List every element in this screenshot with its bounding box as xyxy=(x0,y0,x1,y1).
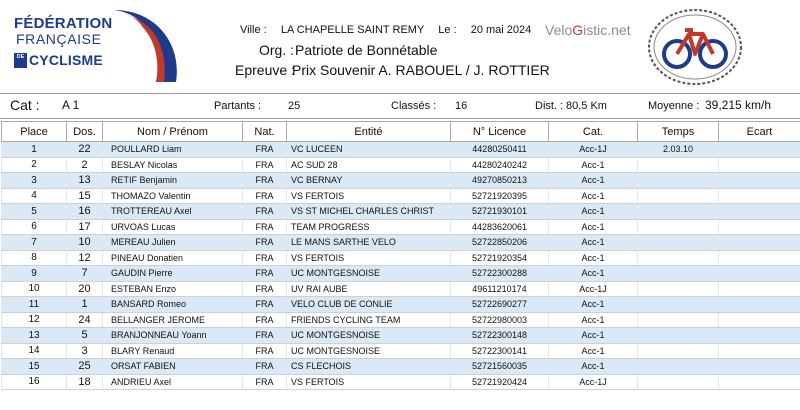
venue-line xyxy=(240,24,531,36)
table-row xyxy=(2,173,800,189)
table-row xyxy=(2,235,800,251)
cell-temps xyxy=(638,374,719,390)
cell-temps xyxy=(638,281,719,297)
classes-value: 16 xyxy=(455,100,468,112)
cell-ecart xyxy=(719,250,800,266)
cell-cat: Acc-1J xyxy=(549,374,638,390)
cell-temps: 2.03.10 xyxy=(638,142,719,158)
org-label: Org. : xyxy=(259,42,295,58)
cell-ecart xyxy=(719,374,800,390)
cell-place: 2 xyxy=(2,157,67,173)
cell-cat: Acc-1 xyxy=(549,250,638,266)
cell-cat: Acc-1 xyxy=(549,219,638,235)
table-row xyxy=(2,312,800,328)
cell-nat: FRA xyxy=(243,173,287,189)
epreuve-label: Epreuve : xyxy=(235,62,295,78)
cell-dossard: 16 xyxy=(67,204,103,220)
cell-dossard: 7 xyxy=(67,266,103,282)
table-row xyxy=(2,281,800,297)
cell-ecart xyxy=(719,188,800,204)
cell-place: 5 xyxy=(2,204,67,220)
cell-entite: UC MONTGESNOISE xyxy=(287,266,451,282)
dist-value: 80,5 Km xyxy=(566,100,607,112)
cell-nat: FRA xyxy=(243,281,287,297)
cell-entite: UC MONTGESNOISE xyxy=(287,328,451,344)
cell-dossard: 18 xyxy=(67,374,103,390)
cell-cat: Acc-1 xyxy=(549,235,638,251)
cell-ecart xyxy=(719,328,800,344)
cell-place: 13 xyxy=(2,328,67,344)
cell-cat: Acc-1 xyxy=(549,204,638,220)
cell-entite: TEAM PROGRESS xyxy=(287,219,451,235)
cell-entite: VC LUCEEN xyxy=(287,142,451,158)
ville-value: LA CHAPELLE SAINT REMY xyxy=(280,24,425,36)
date-label: Le : xyxy=(438,24,457,36)
cell-dossard: 20 xyxy=(67,281,103,297)
cell-entite: UV RAI AUBE xyxy=(287,281,451,297)
cell-dossard: 12 xyxy=(67,250,103,266)
cell-ecart xyxy=(719,343,800,359)
cell-nat: FRA xyxy=(243,142,287,158)
cell-nat: FRA xyxy=(243,343,287,359)
cell-place: 3 xyxy=(2,173,67,189)
cat-label: Cat : xyxy=(10,97,40,113)
cell-cat: Acc-1 xyxy=(549,266,638,282)
cell-dossard: 25 xyxy=(67,359,103,375)
cell-place: 6 xyxy=(2,219,67,235)
cell-entite: CS FLECHOIS xyxy=(287,359,451,375)
cell-ecart xyxy=(719,281,800,297)
classes-label: Classés : xyxy=(391,100,437,112)
cell-place: 8 xyxy=(2,250,67,266)
cell-ecart xyxy=(719,266,800,282)
cell-temps xyxy=(638,188,719,204)
cell-ecart xyxy=(719,173,800,189)
col-temps: Temps xyxy=(638,122,719,142)
cell-temps xyxy=(638,173,719,189)
cell-licence: 52721920424 xyxy=(451,374,549,390)
cell-nat: FRA xyxy=(243,266,287,282)
col-entite: Entité xyxy=(287,122,451,142)
cell-entite: AC SUD 28 xyxy=(287,157,451,173)
cell-dossard: 24 xyxy=(67,312,103,328)
date-value: 20 mai 2024 xyxy=(470,24,532,36)
cell-name: TROTTEREAU Axel xyxy=(103,204,243,220)
cell-licence: 52721920354 xyxy=(451,250,549,266)
cell-temps xyxy=(638,328,719,344)
cell-cat: Acc-1 xyxy=(549,328,638,344)
cell-entite: VS FERTOIS xyxy=(287,374,451,390)
cell-name: BANSARD Romeo xyxy=(103,297,243,313)
cell-dossard: 17 xyxy=(67,219,103,235)
cell-nat: FRA xyxy=(243,359,287,375)
cell-nat: FRA xyxy=(243,235,287,251)
cell-dossard: 5 xyxy=(67,328,103,344)
table-row xyxy=(2,359,800,375)
cell-cat: Acc-1J xyxy=(549,142,638,158)
cell-temps xyxy=(638,250,719,266)
category-summary xyxy=(0,93,800,119)
cell-name: ANDRIEU Axel xyxy=(103,374,243,390)
cell-place: 14 xyxy=(2,343,67,359)
cell-dossard: 10 xyxy=(67,235,103,251)
table-row xyxy=(2,219,800,235)
cell-entite: FRIENDS CYCLING TEAM xyxy=(287,312,451,328)
col-licence: N° Licence xyxy=(451,122,549,142)
table-row xyxy=(2,374,800,390)
cell-entite: VC BERNAY xyxy=(287,173,451,189)
site-mid: G xyxy=(572,22,584,38)
cell-licence: 52721920395 xyxy=(451,188,549,204)
cell-place: 15 xyxy=(2,359,67,375)
cell-ecart xyxy=(719,204,800,220)
cell-entite: VS ST MICHEL CHARLES CHRIST xyxy=(287,204,451,220)
cell-licence: 52722980003 xyxy=(451,312,549,328)
cell-licence: 52721560035 xyxy=(451,359,549,375)
col-name: Nom / Prénom xyxy=(103,122,243,142)
cell-dossard: 1 xyxy=(67,297,103,313)
results-table xyxy=(1,121,800,390)
col-place: Place xyxy=(2,122,67,142)
cell-licence: 52722300141 xyxy=(451,343,549,359)
cell-cat: Acc-1 xyxy=(549,359,638,375)
logo-line1: FÉDÉRATION xyxy=(14,15,113,32)
cell-temps xyxy=(638,235,719,251)
cell-ecart xyxy=(719,157,800,173)
cell-temps xyxy=(638,359,719,375)
cell-name: BLARY Renaud xyxy=(103,343,243,359)
cell-nat: FRA xyxy=(243,157,287,173)
cell-nat: FRA xyxy=(243,312,287,328)
cell-name: BRANJONNEAU Yoann xyxy=(103,328,243,344)
cell-place: 16 xyxy=(2,374,67,390)
org-value: Patriote de Bonnétable xyxy=(295,42,438,58)
cell-temps xyxy=(638,343,719,359)
cell-place: 10 xyxy=(2,281,67,297)
dist-label: Dist. : xyxy=(535,100,564,112)
cell-ecart xyxy=(719,142,800,158)
cell-entite: LE MANS SARTHE VELO xyxy=(287,235,451,251)
cell-licence: 49611210174 xyxy=(451,281,549,297)
cell-ecart xyxy=(719,219,800,235)
table-row xyxy=(2,266,800,282)
cell-temps xyxy=(638,297,719,313)
cell-temps xyxy=(638,204,719,220)
cell-cat: Acc-1J xyxy=(549,281,638,297)
site-suffix: istic.net xyxy=(583,22,631,38)
moyenne-value: 39,215 km/h xyxy=(705,98,772,112)
cell-dossard: 3 xyxy=(67,343,103,359)
cell-dossard: 2 xyxy=(67,157,103,173)
table-row xyxy=(2,297,800,313)
cell-temps xyxy=(638,266,719,282)
cell-nat: FRA xyxy=(243,204,287,220)
cell-licence: 52721930101 xyxy=(451,204,549,220)
table-row xyxy=(2,142,800,158)
table-row xyxy=(2,250,800,266)
moyenne-label: Moyenne : xyxy=(648,100,700,112)
cell-ecart xyxy=(719,235,800,251)
cell-licence: 52722300288 xyxy=(451,266,549,282)
cell-nat: FRA xyxy=(243,297,287,313)
cell-entite: UC MONTGESNOISE xyxy=(287,343,451,359)
cat-value: A 1 xyxy=(62,98,80,112)
cell-entite: VS FERTOIS xyxy=(287,250,451,266)
cell-place: 11 xyxy=(2,297,67,313)
cell-licence: 44283620061 xyxy=(451,219,549,235)
partants-value: 25 xyxy=(288,100,301,112)
col-dossard: Dos. xyxy=(67,122,103,142)
cell-cat: Acc-1 xyxy=(549,343,638,359)
table-header-row xyxy=(2,122,800,142)
table-row xyxy=(2,157,800,173)
ville-label: Ville : xyxy=(240,24,267,36)
cell-place: 9 xyxy=(2,266,67,282)
cell-licence: 52722850206 xyxy=(451,235,549,251)
cell-nat: FRA xyxy=(243,374,287,390)
col-cat: Cat. xyxy=(549,122,638,142)
cell-name: PINEAU Donatien xyxy=(103,250,243,266)
cell-name: THOMAZO Valentin xyxy=(103,188,243,204)
cell-nat: FRA xyxy=(243,219,287,235)
cell-dossard: 15 xyxy=(67,188,103,204)
epreuve-value: Prix Souvenir A. RABOUEL / J. ROTTIER xyxy=(292,62,550,78)
table-row xyxy=(2,204,800,220)
cell-name: POULLARD Liam xyxy=(103,142,243,158)
cell-ecart xyxy=(719,297,800,313)
logo-de: DE xyxy=(14,53,27,68)
table-row xyxy=(2,328,800,344)
cell-ecart xyxy=(719,312,800,328)
cell-nat: FRA xyxy=(243,328,287,344)
cell-name: GAUDIN Pierre xyxy=(103,266,243,282)
col-ecart: Ecart xyxy=(719,122,800,142)
cell-temps xyxy=(638,219,719,235)
cell-place: 1 xyxy=(2,142,67,158)
cell-dossard: 13 xyxy=(67,173,103,189)
velogistic-link[interactable] xyxy=(545,22,631,38)
cell-place: 7 xyxy=(2,235,67,251)
club-badge-icon xyxy=(647,8,743,86)
cell-name: BESLAY Nicolas xyxy=(103,157,243,173)
site-prefix: Velo xyxy=(545,22,573,38)
cell-ecart xyxy=(719,359,800,375)
cell-temps xyxy=(638,157,719,173)
cell-licence: 52722300148 xyxy=(451,328,549,344)
cell-name: URVOAS Lucas xyxy=(103,219,243,235)
cell-nat: FRA xyxy=(243,188,287,204)
cell-entite: VELO CLUB DE CONLIE xyxy=(287,297,451,313)
cell-licence: 44280240242 xyxy=(451,157,549,173)
logo-line2: FRANÇAISE xyxy=(16,31,102,47)
cell-name: ORSAT FABIEN xyxy=(103,359,243,375)
cell-licence: 49270850213 xyxy=(451,173,549,189)
table-row xyxy=(2,188,800,204)
partants-label: Partants : xyxy=(214,100,262,112)
cell-place: 4 xyxy=(2,188,67,204)
cell-name: BELLANGER JEROME xyxy=(103,312,243,328)
cell-licence: 44280250411 xyxy=(451,142,549,158)
cell-cat: Acc-1 xyxy=(549,312,638,328)
cell-cat: Acc-1 xyxy=(549,157,638,173)
logo-line3: CYCLISME xyxy=(29,52,103,68)
cell-name: RETIF Benjamin xyxy=(103,173,243,189)
col-nat: Nat. xyxy=(243,122,287,142)
cell-dossard: 22 xyxy=(67,142,103,158)
cell-licence: 52722690277 xyxy=(451,297,549,313)
cell-cat: Acc-1 xyxy=(549,173,638,189)
cell-name: ESTEBAN Enzo xyxy=(103,281,243,297)
table-row xyxy=(2,343,800,359)
cell-cat: Acc-1 xyxy=(549,297,638,313)
cell-name: MEREAU Julien xyxy=(103,235,243,251)
cell-entite: VS FERTOIS xyxy=(287,188,451,204)
cell-nat: FRA xyxy=(243,250,287,266)
cell-place: 12 xyxy=(2,312,67,328)
cell-temps xyxy=(638,312,719,328)
cell-cat: Acc-1 xyxy=(549,188,638,204)
